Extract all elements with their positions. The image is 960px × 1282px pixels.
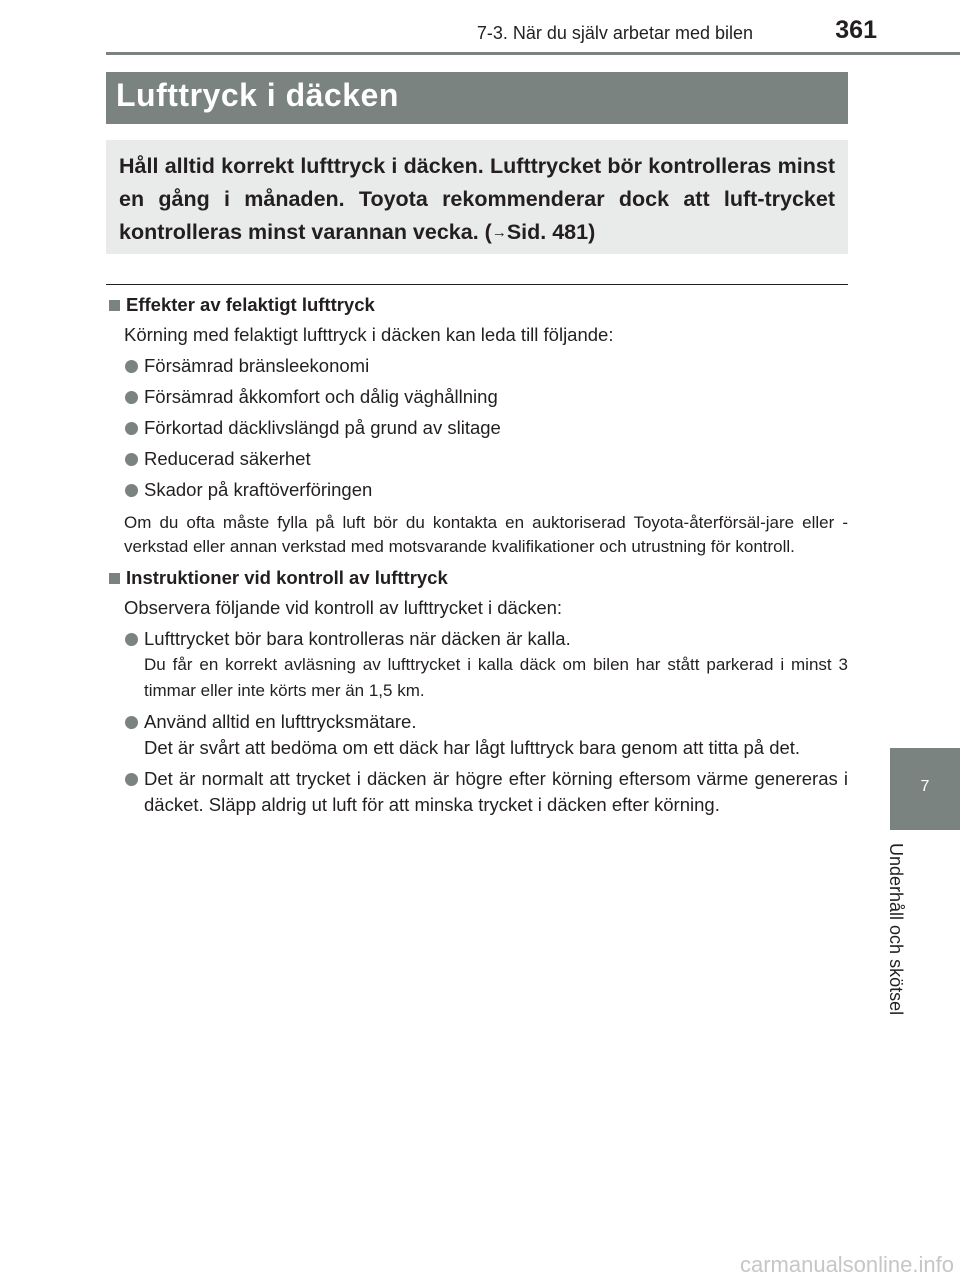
list-item (106, 446, 848, 472)
chapter-label (878, 843, 934, 1035)
page-number: 361 (835, 16, 877, 44)
circle-bullet-icon (125, 422, 138, 435)
list-item (106, 766, 848, 818)
list-item-text: Förkortad däcklivslängd på grund av slitage (144, 417, 501, 438)
section-heading-text: Effekter av felaktigt lufttryck (126, 294, 375, 315)
watermark: carmanualsonline.info (739, 1252, 954, 1277)
list-item-detail: Du får en korrekt avläsning av lufttrycket i kalla däck om bilen har stått parkerad i minst 3 timmar eller inte körts mer än 1,5 km. (144, 655, 848, 700)
section-heading-text: Instruktioner vid kontroll av lufttryck (126, 567, 448, 588)
page-title: Lufttryck i däcken (116, 77, 399, 113)
chapter-label-text: Underhåll och skötsel (886, 843, 906, 1016)
section-lead: Observera följande vid kontroll av lufttrycket i däcken: (124, 597, 563, 618)
section-divider (106, 284, 848, 285)
list-item (106, 709, 848, 761)
circle-bullet-icon (125, 773, 138, 786)
circle-bullet-icon (125, 391, 138, 404)
circle-bullet-icon (125, 453, 138, 466)
list-item-detail: Det är svårt att bedöma om ett däck har lågt lufttryck bara genom att titta på det. (144, 737, 801, 758)
intro-text (119, 150, 835, 249)
circle-bullet-icon (125, 633, 138, 646)
list-item (106, 384, 848, 410)
list-item (106, 477, 848, 503)
right-arrow-icon: → (491, 224, 507, 241)
header-rule (106, 52, 960, 55)
chapter-tab[interactable] (890, 748, 960, 830)
section-heading-effects (106, 292, 848, 318)
section-lead: Körning med felaktigt lufttryck i däcken kan leda till följande: (124, 324, 614, 345)
chapter-number: 7 (920, 778, 930, 795)
intro-body: Håll alltid korrekt lufttryck i däcken. Lufttrycket bör kontrolleras minst en gång i månaden. Toyota rekommenderar dock att luft-trycket kontrolleras minst varannan vecka. ( (119, 154, 835, 244)
list-item-text: Försämrad åkkomfort och dålig väghållning (144, 386, 498, 407)
section-heading-instructions (106, 565, 848, 591)
list-item-text: Försämrad bränsleekonomi (144, 355, 370, 376)
list-item (106, 353, 848, 379)
page-reference-link[interactable]: Sid. 481) (506, 220, 596, 244)
list-item (106, 626, 848, 704)
list-item (106, 415, 848, 441)
section-header: 7-3. När du själv arbetar med bilen (476, 23, 753, 43)
list-item-text: Reducerad säkerhet (144, 448, 311, 469)
list-item-text: Det är normalt att trycket i däcken är högre efter körning eftersom värme genereras i däcket. Släpp aldrig ut luft för att minska trycket i däcken efter körning. (144, 768, 848, 815)
main-content (106, 292, 848, 818)
circle-bullet-icon (125, 360, 138, 373)
circle-bullet-icon (125, 716, 138, 729)
list-item-text: Använd alltid en lufttrycksmätare. (144, 711, 417, 732)
circle-bullet-icon (125, 484, 138, 497)
intro-box (106, 140, 848, 254)
square-bullet-icon (109, 573, 120, 584)
square-bullet-icon (109, 300, 120, 311)
list-item-text: Lufttrycket bör bara kontrolleras när däcken är kalla. (144, 628, 571, 649)
section-note: Om du ofta måste fylla på luft bör du kontakta en auktoriserad Toyota-återförsäl-jare eller -verkstad eller annan verkstad med motsvarande kvalifikationer och utrustning för kontroll. (124, 513, 848, 556)
list-item-text: Skador på kraftöverföringen (144, 479, 373, 500)
title-bar (106, 72, 848, 124)
